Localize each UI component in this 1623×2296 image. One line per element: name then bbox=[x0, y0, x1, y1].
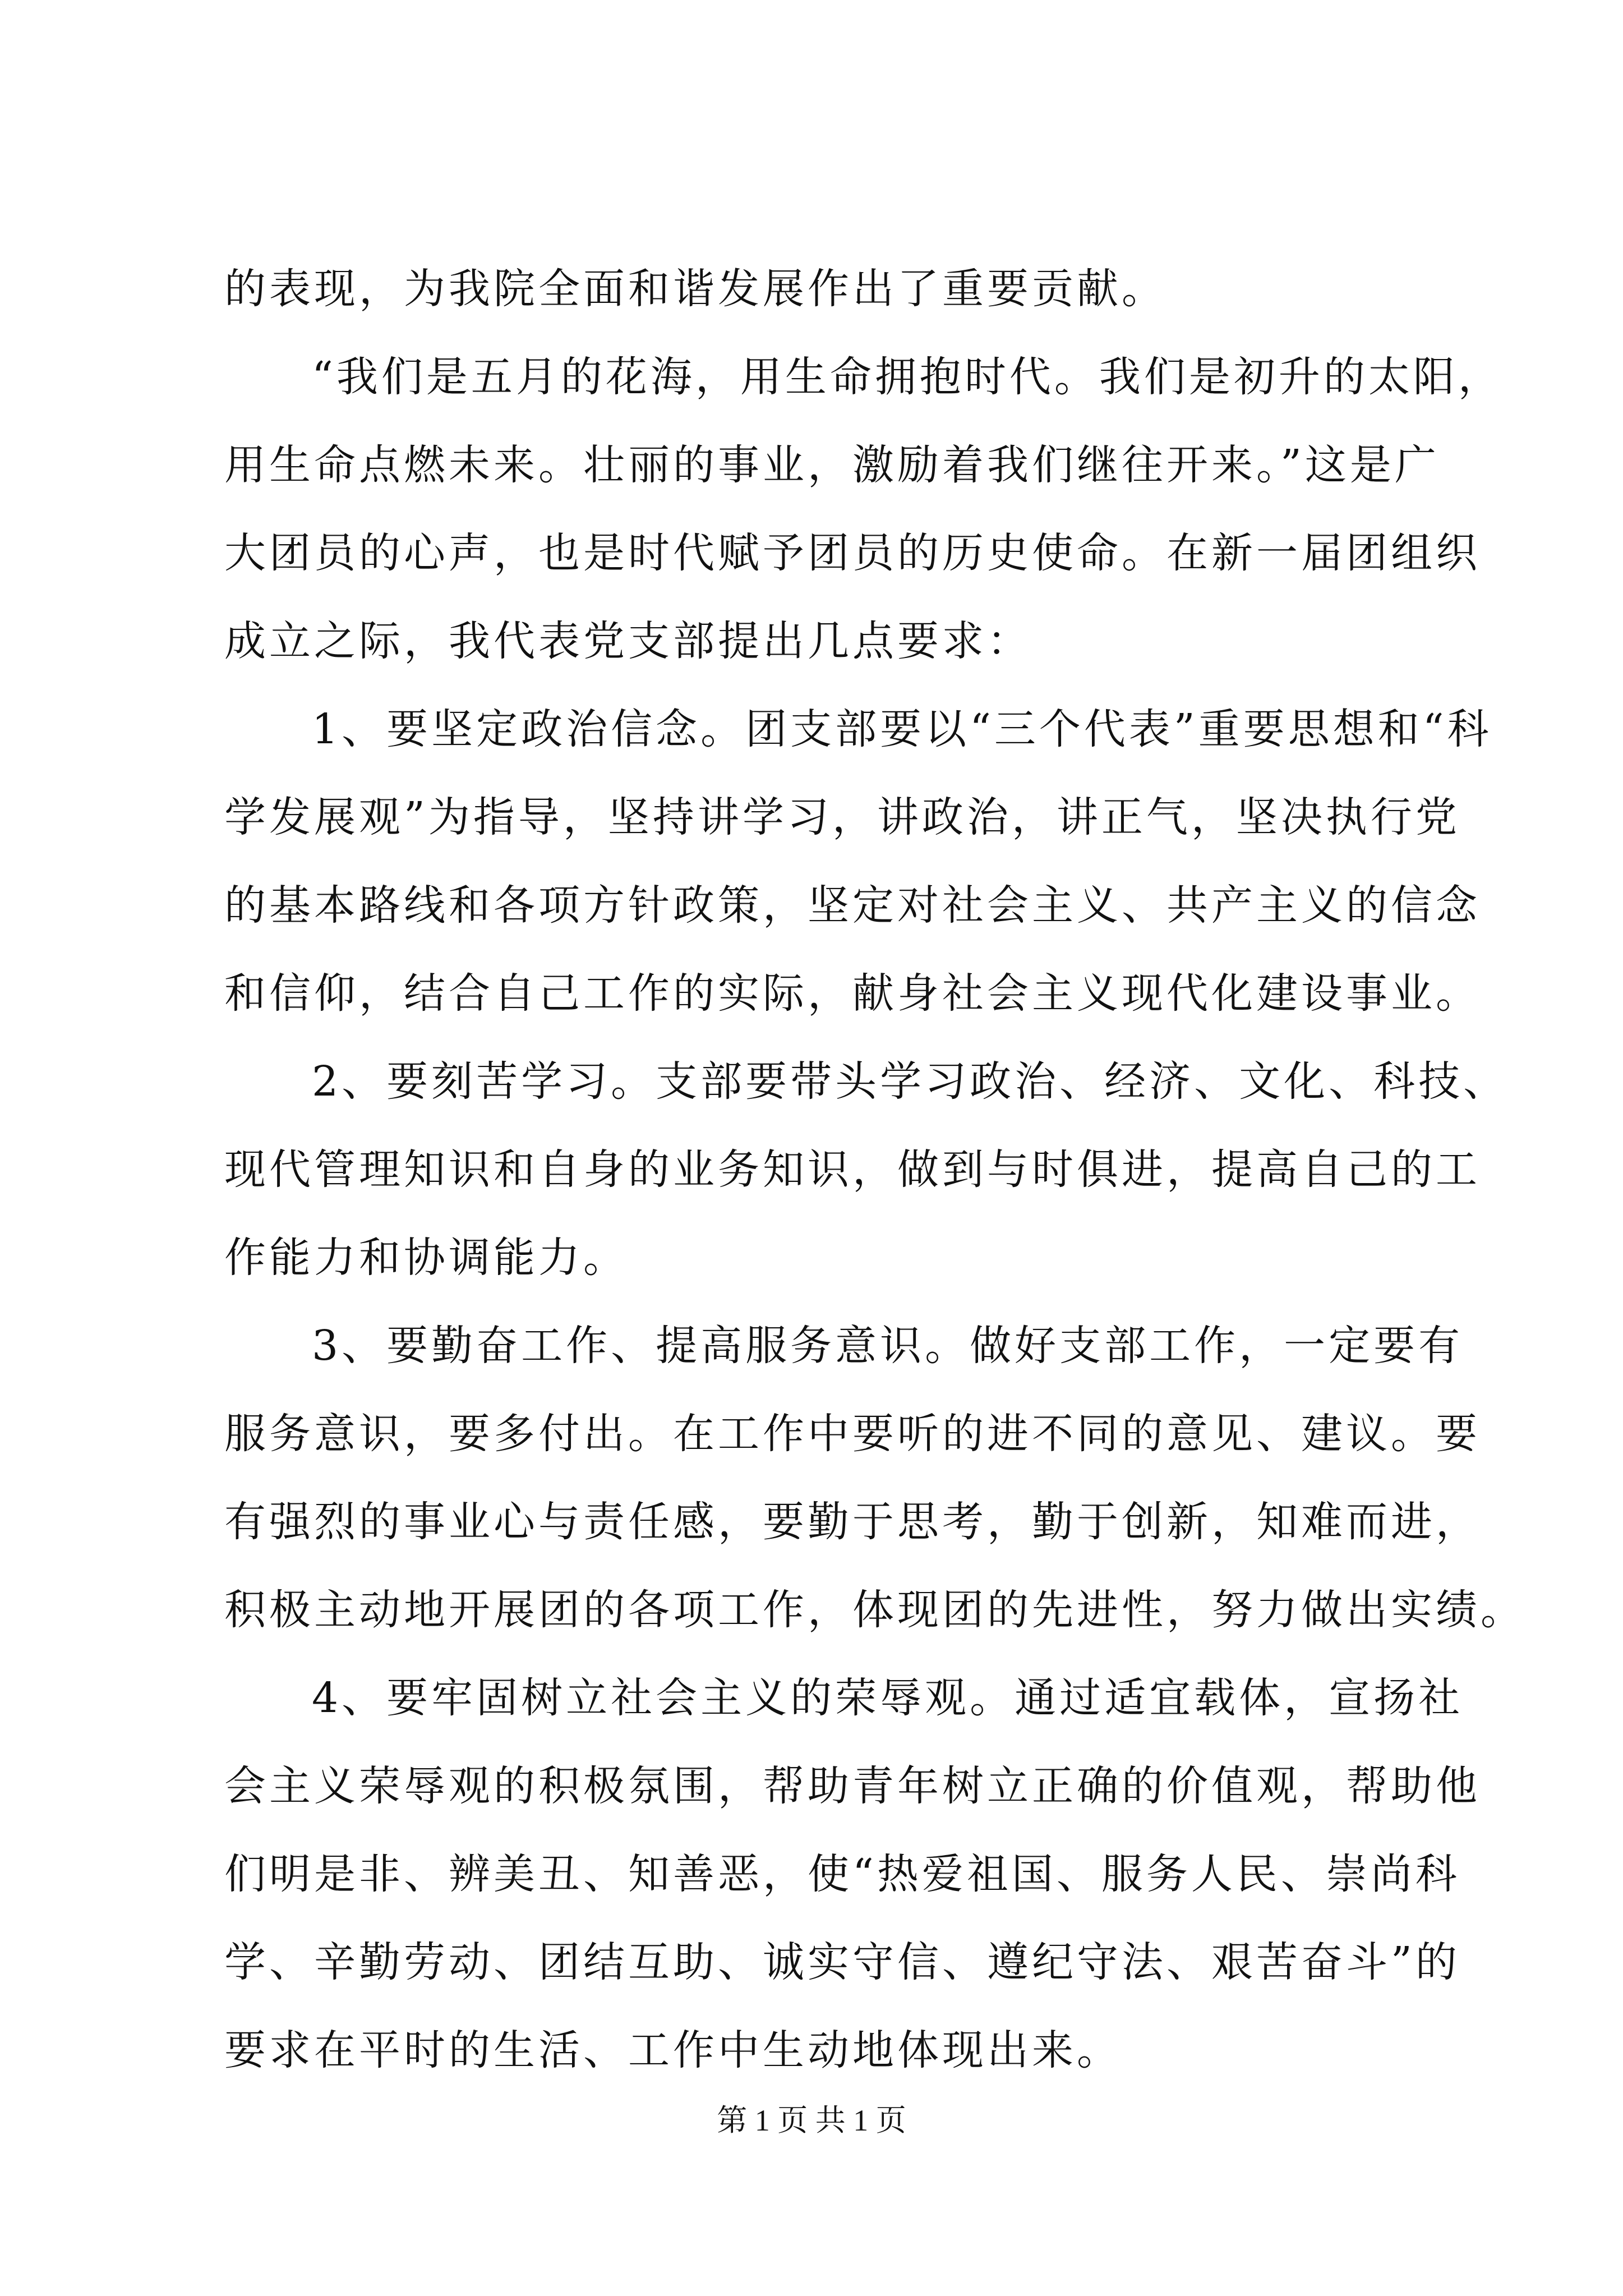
text-line: 积极主动地开展团的各项工作，体现团的先进性，努力做出实绩。 bbox=[224, 1586, 1525, 1634]
text-line: 的基本路线和各项方针政策，坚定对社会主义、共产主义的信念 bbox=[224, 881, 1481, 930]
text-line: 要求在平时的生活、工作中生动地体现出来。 bbox=[224, 2026, 1122, 2074]
page-number-footer: 第 1 页 共 1 页 bbox=[717, 2104, 906, 2137]
text-line: 作能力和协调能力。 bbox=[224, 1234, 628, 1282]
text-line: 会主义荣辱观的积极氛围，帮助青年树立正确的价值观，帮助他 bbox=[224, 1762, 1481, 1810]
text-line: 的表现，为我院全面和谐发展作出了重要贡献。 bbox=[224, 265, 1166, 313]
text-line: 1、要坚定政治信念。团支部要以“三个代表”重要思想和“科 bbox=[312, 705, 1492, 753]
text-line: 们明是非、辨美丑、知善恶，使“热爱祖国、服务人民、崇尚科 bbox=[224, 1850, 1460, 1898]
text-line: 学发展观”为指导，坚持讲学习，讲政治，讲正气，坚决执行党 bbox=[224, 793, 1460, 841]
text-line: 学、辛勤劳动、团结互助、诚实守信、遵纪守法、艰苦奋斗”的 bbox=[224, 1938, 1460, 1986]
text-line: 用生命点燃未来。壮丽的事业，激励着我们继往开来。”这是广 bbox=[224, 441, 1440, 489]
text-line: 成立之际，我代表党支部提出几点要求： bbox=[224, 617, 1032, 665]
text-line: 2、要刻苦学习。支部要带头学习政治、经济、文化、科技、 bbox=[312, 1057, 1509, 1106]
text-line: 和信仰，结合自己工作的实际，献身社会主义现代化建设事业。 bbox=[224, 969, 1481, 1018]
text-line: 4、要牢固树立社会主义的荣辱观。通过适宜载体，宣扬社 bbox=[312, 1674, 1464, 1722]
text-line: “我们是五月的花海，用生命拥抱时代。我们是初升的太阳， bbox=[312, 353, 1503, 401]
text-line: 3、要勤奋工作、提高服务意识。做好支部工作，一定要有 bbox=[312, 1322, 1464, 1370]
text-line: 大团员的心声，也是时代赋予团员的历史使命。在新一届团组织 bbox=[224, 529, 1481, 577]
text-line: 有强烈的事业心与责任感，要勤于思考，勤于创新，知难而进， bbox=[224, 1498, 1481, 1546]
text-line: 现代管理知识和自身的业务知识，做到与时俱进，提高自己的工 bbox=[224, 1145, 1481, 1194]
text-line: 服务意识，要多付出。在工作中要听的进不同的意见、建议。要 bbox=[224, 1410, 1481, 1458]
